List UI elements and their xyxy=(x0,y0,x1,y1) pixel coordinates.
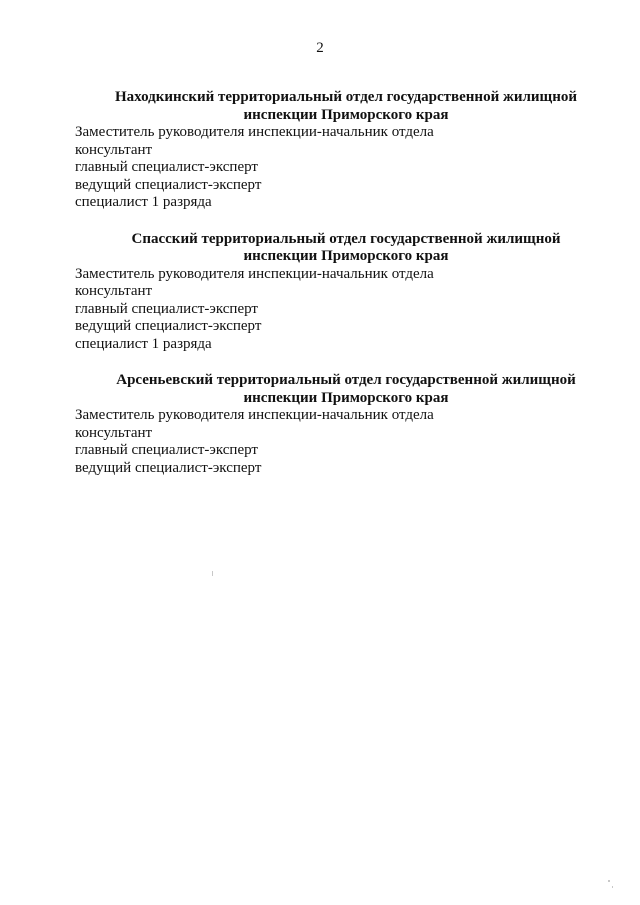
section-title-line: Арсеньевский территориальный отдел государственной жилищной xyxy=(116,372,576,388)
section-nakhodka xyxy=(75,89,605,212)
section-title-line: инспекции Приморского края xyxy=(243,106,449,123)
scan-speck xyxy=(212,571,213,576)
position-list xyxy=(75,124,605,212)
position-list xyxy=(75,407,605,477)
scan-speck xyxy=(608,880,610,882)
section-title xyxy=(87,89,605,124)
section-title-line: инспекции Приморского края xyxy=(243,389,449,406)
position-item: главный специалист-эксперт xyxy=(75,159,258,175)
section-title-line: инспекции Приморского края xyxy=(243,248,449,264)
section-title xyxy=(87,231,605,266)
section-arsenyev xyxy=(75,372,605,477)
position-item: консультант xyxy=(75,141,153,158)
section-title-line: Спасский территориальный отдел государственной жилищной xyxy=(131,230,561,247)
section-spassk xyxy=(75,231,605,354)
section-title xyxy=(87,372,605,407)
scan-speck xyxy=(612,886,613,888)
position-item: ведущий специалист-эксперт xyxy=(75,176,262,193)
position-item: главный специалист-эксперт xyxy=(75,442,258,458)
position-item: специалист 1 разряда xyxy=(75,194,212,210)
position-item: Заместитель руководителя инспекции-начальник отдела xyxy=(75,407,434,423)
position-item: Заместитель руководителя инспекции-начальник отдела xyxy=(75,124,434,140)
position-item: ведущий специалист-эксперт xyxy=(75,318,262,334)
position-item: консультант xyxy=(75,283,153,299)
position-item: специалист 1 разряда xyxy=(75,335,212,352)
section-title-line: Находкинский территориальный отдел государственной жилищной xyxy=(114,89,577,105)
position-item: главный специалист-эксперт xyxy=(75,300,258,317)
page-number: 2 xyxy=(316,40,324,56)
document-body xyxy=(75,89,605,496)
position-item: ведущий специалист-эксперт xyxy=(75,459,262,476)
position-list xyxy=(75,266,605,354)
position-item: Заместитель руководителя инспекции-начальник отдела xyxy=(75,265,434,282)
position-item: консультант xyxy=(75,424,153,441)
